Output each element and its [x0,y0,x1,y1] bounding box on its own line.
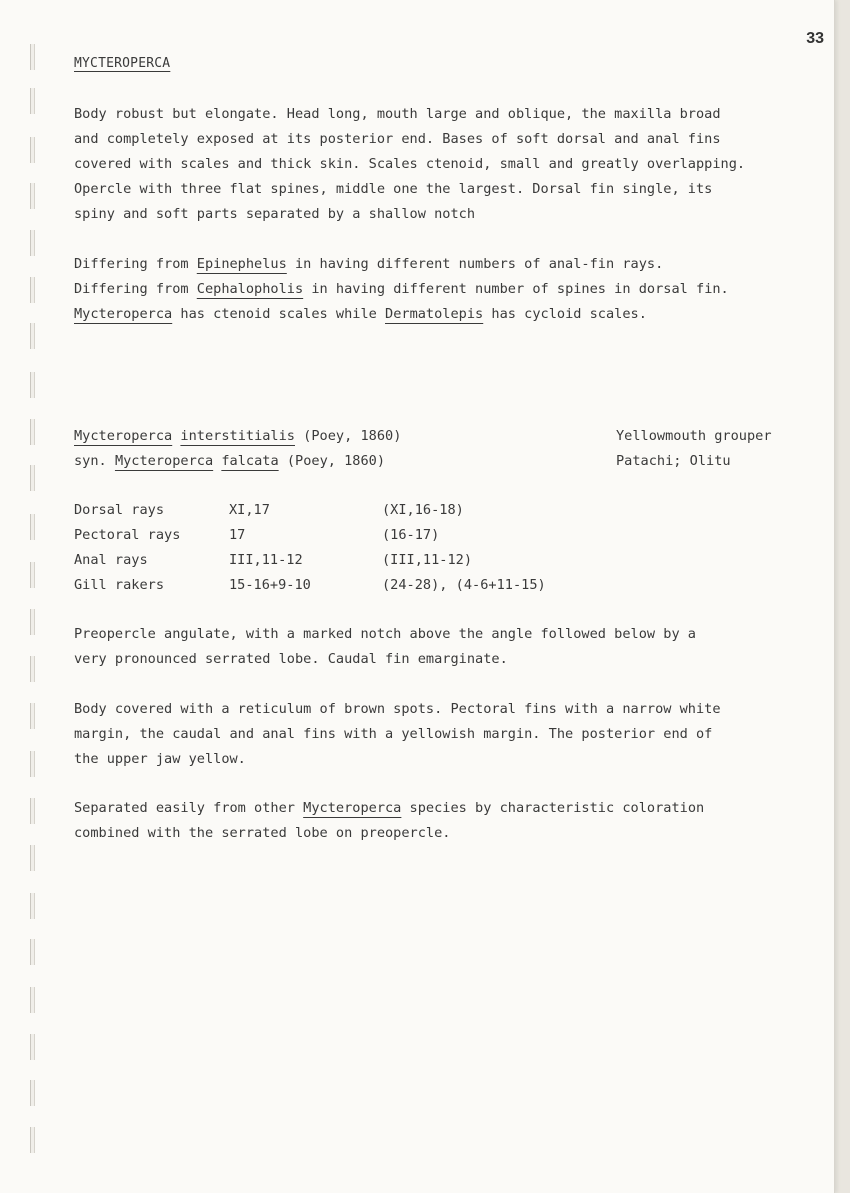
species-name [74,424,401,449]
binding-hole [30,88,35,114]
differing-line-epinephelus [74,252,794,277]
meristic-value: XI,17 [229,502,270,518]
genus-name: Epinephelus [196,256,287,272]
binding-hole [30,514,35,540]
binding-hole [30,798,35,824]
binding-hole [30,465,35,491]
synonym-row [74,449,774,474]
binding-hole [30,656,35,682]
text: has cycloid scales. [483,306,647,322]
coloration-paragraph [74,697,794,772]
synonym-epithet: falcata [221,453,279,469]
common-name: Yellowmouth grouper [616,428,772,444]
meristic-range: (XI,16-18) [382,502,464,518]
description-line: Opercle with three flat spines, middle one the largest. Dorsal fin single, its [74,181,713,197]
text: Differing from [74,281,197,297]
species-name-row [74,424,774,449]
text: species by characteristic coloration [401,800,705,816]
genus-heading: MYCTEROPERCA [74,56,171,71]
paragraph-line: margin, the caudal and anal fins with a yellowish margin. The posterior end of [74,726,713,742]
genus-name: Mycteroperca [303,800,402,816]
description-line: and completely exposed at its posterior end. Bases of soft dorsal and anal fins [74,131,721,147]
binding-hole [30,277,35,303]
binding-hole [30,1034,35,1060]
binding-hole [30,703,35,729]
paragraph-line: combined with the serrated lobe on preopercle. [74,825,451,841]
meristic-label: Dorsal rays [74,502,165,518]
paragraph-line [74,796,794,821]
binding-hole [30,372,35,398]
meristic-label: Gill rakers [74,577,165,593]
binding-hole [30,230,35,256]
binding-hole [30,939,35,965]
species-authority: (Poey, 1860) [303,428,402,444]
binding-hole [30,183,35,209]
text: has ctenoid scales while [172,306,386,322]
binding-hole [30,1127,35,1153]
meristic-value: III,11-12 [229,552,303,568]
description-line: spiny and soft parts separated by a shallow notch [74,206,476,222]
separation-paragraph [74,796,794,846]
meristic-value: 15-16+9-10 [229,577,311,593]
preopercle-paragraph [74,622,794,672]
differing-line-cephalopholis [74,277,794,302]
meristic-range: (III,11-12) [382,552,473,568]
binding-hole [30,562,35,588]
paragraph-line: Preopercle angulate, with a marked notch above the angle followed below by a [74,626,696,642]
synonym-name [74,449,385,474]
text: Separated easily from other [74,800,304,816]
text: in having different numbers of anal-fin rays. [286,256,664,272]
local-names: Patachi; Olitu [616,453,731,469]
binding-hole [30,137,35,163]
genus-name: Cephalopholis [196,281,304,297]
binding-hole [30,845,35,871]
synonym-genus: Mycteroperca [114,453,214,469]
species-genus: Mycteroperca [74,428,173,444]
binding-hole [30,44,35,70]
differing-line-dermatolepis [74,302,794,327]
differing-section [74,252,794,327]
genus-name: Mycteroperca [74,306,173,322]
synonym-prefix: syn. [74,453,107,469]
binding-hole [30,987,35,1013]
species-epithet: interstitialis [180,428,295,444]
synonym-authority: (Poey, 1860) [286,453,386,469]
paragraph-line: the upper jaw yellow. [74,751,246,767]
meristic-label: Anal rays [74,552,148,568]
meristic-value: 17 [229,527,246,543]
genus-description [74,102,794,227]
meristic-range: (24-28), (4-6+11-15) [382,577,546,593]
binding-hole [30,751,35,777]
text: Differing from [74,256,197,272]
text: in having different number of spines in dorsal fin. [303,281,729,297]
binding-hole [30,609,35,635]
binding-hole [30,893,35,919]
meristic-range: (16-17) [382,527,440,543]
binding-hole [30,323,35,349]
paragraph-line: very pronounced serrated lobe. Caudal fin emarginate. [74,651,508,667]
binding-hole [30,419,35,445]
description-line: Body robust but elongate. Head long, mouth large and oblique, the maxilla broad [74,106,721,122]
binding-hole [30,1080,35,1106]
binding-holes [30,0,40,1193]
paragraph-line: Body covered with a reticulum of brown spots. Pectoral fins with a narrow white [74,701,721,717]
page-number: 33 [806,30,824,47]
description-line: covered with scales and thick skin. Scales ctenoid, small and greatly overlapping. [74,156,746,172]
meristic-label: Pectoral rays [74,527,181,543]
genus-name: Dermatolepis [385,306,484,322]
